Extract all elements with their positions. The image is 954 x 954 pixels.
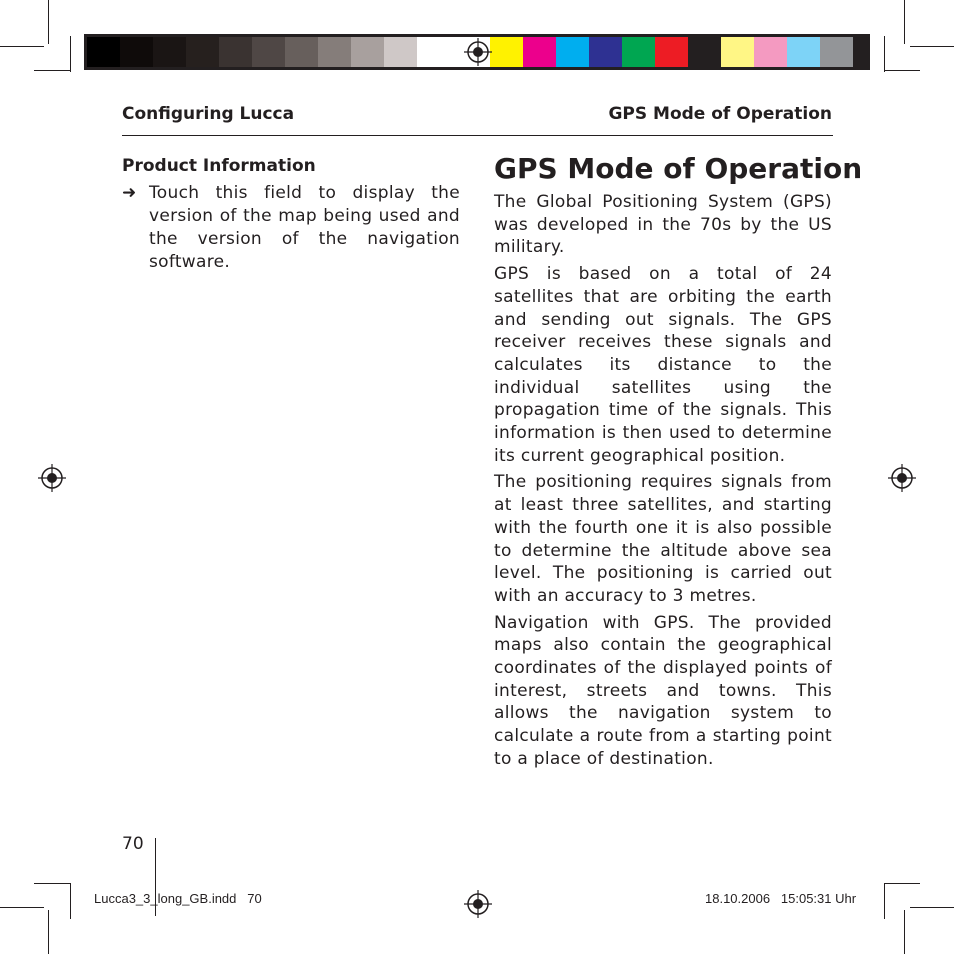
crop-mark bbox=[0, 46, 44, 47]
color-swatch bbox=[285, 37, 318, 67]
color-swatch bbox=[589, 37, 622, 67]
registration-mark-icon bbox=[464, 890, 492, 918]
color-swatch bbox=[721, 37, 754, 67]
color-swatch bbox=[153, 37, 186, 67]
color-swatch bbox=[318, 37, 351, 67]
color-swatch bbox=[523, 37, 556, 67]
crop-mark bbox=[910, 46, 954, 47]
product-information-heading: Product Information bbox=[122, 156, 316, 176]
crop-mark bbox=[884, 70, 920, 71]
color-swatch bbox=[622, 37, 655, 67]
color-swatch bbox=[490, 37, 523, 67]
crop-mark bbox=[70, 883, 71, 919]
crop-mark bbox=[884, 883, 885, 919]
color-swatch bbox=[556, 37, 589, 67]
arrow-right-icon: ➜ bbox=[122, 183, 137, 203]
color-swatch bbox=[754, 37, 787, 67]
file-slug: Lucca3_3_long_GB.indd 70 bbox=[94, 891, 262, 906]
crop-mark bbox=[48, 0, 49, 44]
crop-mark bbox=[884, 36, 885, 72]
section-title: GPS Mode of Operation bbox=[494, 152, 863, 185]
body-text bbox=[494, 191, 832, 775]
color-swatch bbox=[120, 37, 153, 67]
date-slug: 18.10.2006 15:05:31 Uhr bbox=[705, 891, 857, 906]
color-swatch bbox=[417, 37, 450, 67]
paragraph: The positioning requires signals from at least three satellites, and starting with the fourth one it is also possible to determine the altitude above sea level. The positioning is carried out with an accuracy to 3 metres. bbox=[494, 472, 832, 606]
crop-mark bbox=[910, 907, 954, 908]
crop-mark bbox=[48, 910, 49, 954]
crop-mark bbox=[70, 36, 71, 72]
crop-mark bbox=[904, 0, 905, 44]
running-header-title: GPS Mode of Operation bbox=[608, 104, 832, 124]
registration-mark-icon bbox=[38, 464, 66, 492]
page-number: 70 bbox=[122, 834, 144, 854]
paragraph: Navigation with GPS. The provided maps also contain the geographical coordinates of the displayed points of interest, streets and towns. This allows the navigation system to calculate a route from a starting point to a place of destination. bbox=[494, 612, 832, 769]
color-swatch bbox=[219, 37, 252, 67]
color-swatch bbox=[655, 37, 688, 67]
header-rule bbox=[122, 135, 833, 136]
color-swatch bbox=[186, 37, 219, 67]
crop-mark bbox=[904, 910, 905, 954]
color-swatches bbox=[490, 37, 853, 67]
paragraph: The Global Positioning System (GPS) was developed in the 70s by the US military. bbox=[494, 192, 832, 258]
color-swatch bbox=[688, 37, 721, 67]
gray-swatches bbox=[87, 37, 450, 67]
color-swatch bbox=[87, 37, 120, 67]
running-header-section: Configuring Lucca bbox=[122, 104, 295, 124]
crop-mark bbox=[34, 883, 70, 884]
registration-mark-icon bbox=[888, 464, 916, 492]
crop-mark bbox=[0, 907, 44, 908]
bullet-item bbox=[122, 182, 460, 274]
registration-mark-icon bbox=[464, 38, 492, 66]
color-swatch bbox=[820, 37, 853, 67]
crop-mark bbox=[884, 883, 920, 884]
color-swatch bbox=[384, 37, 417, 67]
paragraph: GPS is based on a total of 24 satellites that are orbiting the earth and sending out signals. The GPS receiver receives these signals and calculates its distance to the individual satellites using the propagation time of the signals. This information is then used to determine its current geographical position. bbox=[494, 264, 832, 466]
color-swatch bbox=[787, 37, 820, 67]
color-swatch bbox=[351, 37, 384, 67]
color-swatch bbox=[252, 37, 285, 67]
bullet-text: Touch this field to display the version of the map being used and the version of the navigation software. bbox=[149, 183, 460, 272]
crop-mark bbox=[34, 70, 70, 71]
